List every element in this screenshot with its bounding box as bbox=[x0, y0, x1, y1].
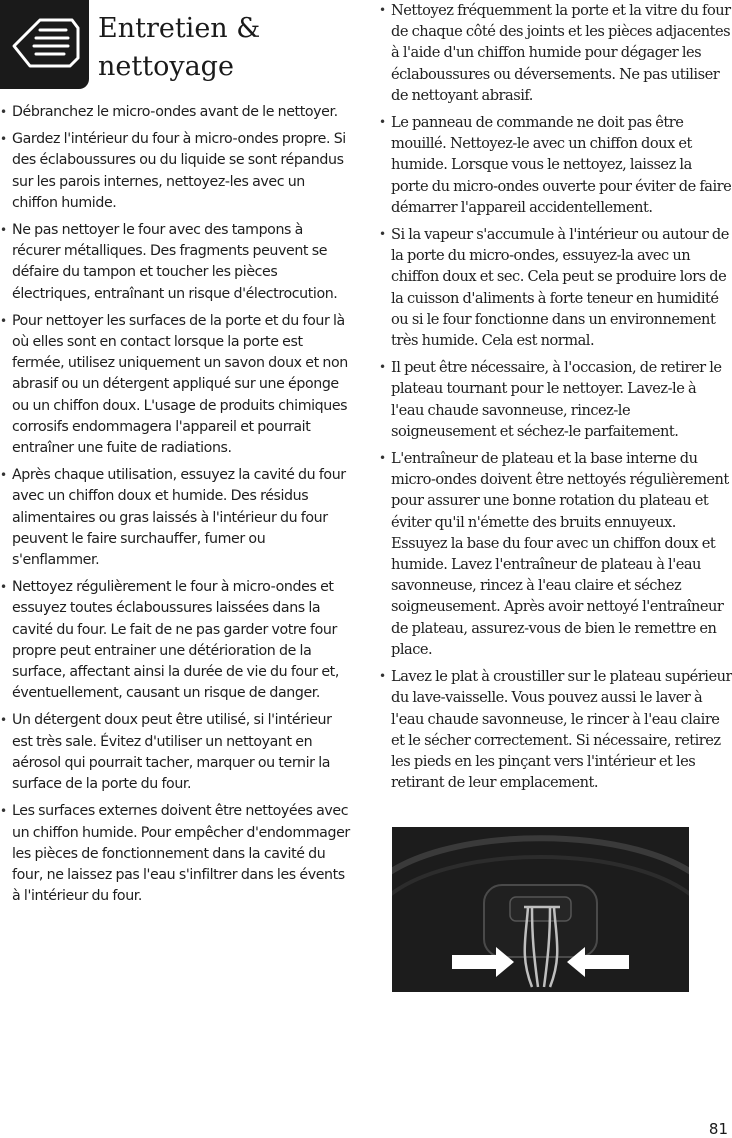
list-item: • Nettoyez fréquemment la porte et la vitre du four de chaque côté des joints et les pièces adjacentes à l'aide d'un chiffon humide pour dégager les éclaboussures ou déversements. Ne pas utiliser de nettoyant abrasif. bbox=[379, 0, 732, 106]
right-column bbox=[379, 0, 732, 799]
cleaning-hand-icon bbox=[0, 0, 89, 89]
list-item: • Les surfaces externes doivent être nettoyées avec un chiffon humide. Pour empêcher d'endommager les pièces de fonctionnement dans la cavité du four, ne laissez pas l'eau s'infiltrer dans les évents à l'intérieur du four. bbox=[0, 801, 353, 907]
list-item: • Lavez le plat à croustiller sur le plateau supérieur du lave-vaisselle. Vous pouvez aussi le laver à l'eau chaude savonneuse, le rincer à l'eau claire et le sécher correctement. Si nécessaire, retirez les pieds en les pinçant vers l'intérieur et les retirant de leur emplacement. bbox=[379, 666, 732, 793]
list-item: • Gardez l'intérieur du four à micro-ondes propre. Si des éclaboussures ou du liquide se sont répandus sur les parois internes, nettoyez-les avec un chiffon humide. bbox=[0, 129, 353, 214]
list-item: • Il peut être nécessaire, à l'occasion, de retirer le plateau tournant pour le nettoyer. Lavez-le à l'eau chaude savonneuse, rincez-le soigneusement et séchez-le parfaitement. bbox=[379, 357, 732, 442]
list-item: • Le panneau de commande ne doit pas être mouillé. Nettoyez-le avec un chiffon doux et humide. Lorsque vous le nettoyez, laissez la porte du micro-ondes ouverte pour éviter de faire démarrer l'appareil accidentellement. bbox=[379, 112, 732, 218]
list-item: • Un détergent doux peut être utilisé, si l'intérieur est très sale. Évitez d'utiliser un nettoyant en aérosol qui pourrait tacher, marquer ou ternir la surface de la porte du four. bbox=[0, 710, 353, 795]
left-column bbox=[0, 102, 353, 913]
foot-slot bbox=[510, 897, 571, 921]
list-item: • Pour nettoyer les surfaces de la porte et du four là où elles sont en contact lorsque la porte est fermée, utilisez uniquement un savon doux et non abrasif ou un détergent appliqué sur une éponge ou un chiffon doux. L'usage de produits chimiques corrosifs endommagera l'appareil et pourrait entraîner une fuite de radiations. bbox=[0, 311, 353, 459]
page-title: Entretien & nettoyage bbox=[98, 13, 261, 82]
list-item: • L'entraîneur de plateau et la base interne du micro-ondes doivent être nettoyés régulièrement pour assurer une bonne rotation du plateau et éviter qu'il n'émette des bruits ennuyeux. Essuyez la base du four avec un chiffon doux et humide. Lavez l'entraîneur de plateau à l'eau savonneuse, rincez à l'eau claire et séchez soigneusement. Après avoir nettoyé l'entraîneur de plateau, assurez-vous de bien le remettre en place. bbox=[379, 448, 732, 660]
list-item: • Si la vapeur s'accumule à l'intérieur ou autour de la porte du micro-ondes, essuyez-la avec un chiffon doux et sec. Cela peut se produire lors de la cuisson d'aliments à forte teneur en humidité ou si le four fonctionne dans un environnement très humide. Cela est normal. bbox=[379, 224, 732, 351]
page-number: 81 bbox=[708, 1120, 728, 1138]
list-item: • Nettoyez régulièrement le four à micro-ondes et essuyez toutes éclaboussures laissées dans la cavité du four. Le fait de ne pas garder votre four propre peut entrainer une détérioration de la surface, affectant ainsi la durée de vie du four et, éventuellement, causant un risque de danger. bbox=[0, 577, 353, 704]
right-bullet-list bbox=[379, 0, 732, 793]
left-bullet-list bbox=[0, 102, 353, 907]
list-item: • Ne pas nettoyer le four avec des tampons à récurer métalliques. Des fragments peuvent se défaire du tampon et toucher les pièces électriques, entraînant un risque d'électrocution. bbox=[0, 220, 353, 305]
list-item: • Débranchez le micro-ondes avant de le nettoyer. bbox=[0, 102, 353, 123]
crisper-pan-feet-pinch-illustration bbox=[392, 827, 689, 992]
list-item: • Après chaque utilisation, essuyez la cavité du four avec un chiffon doux et humide. Des résidus alimentaires ou gras laissés à l'intérieur du four peuvent le faire surchauffer, fumer ou s'enflammer. bbox=[0, 465, 353, 571]
